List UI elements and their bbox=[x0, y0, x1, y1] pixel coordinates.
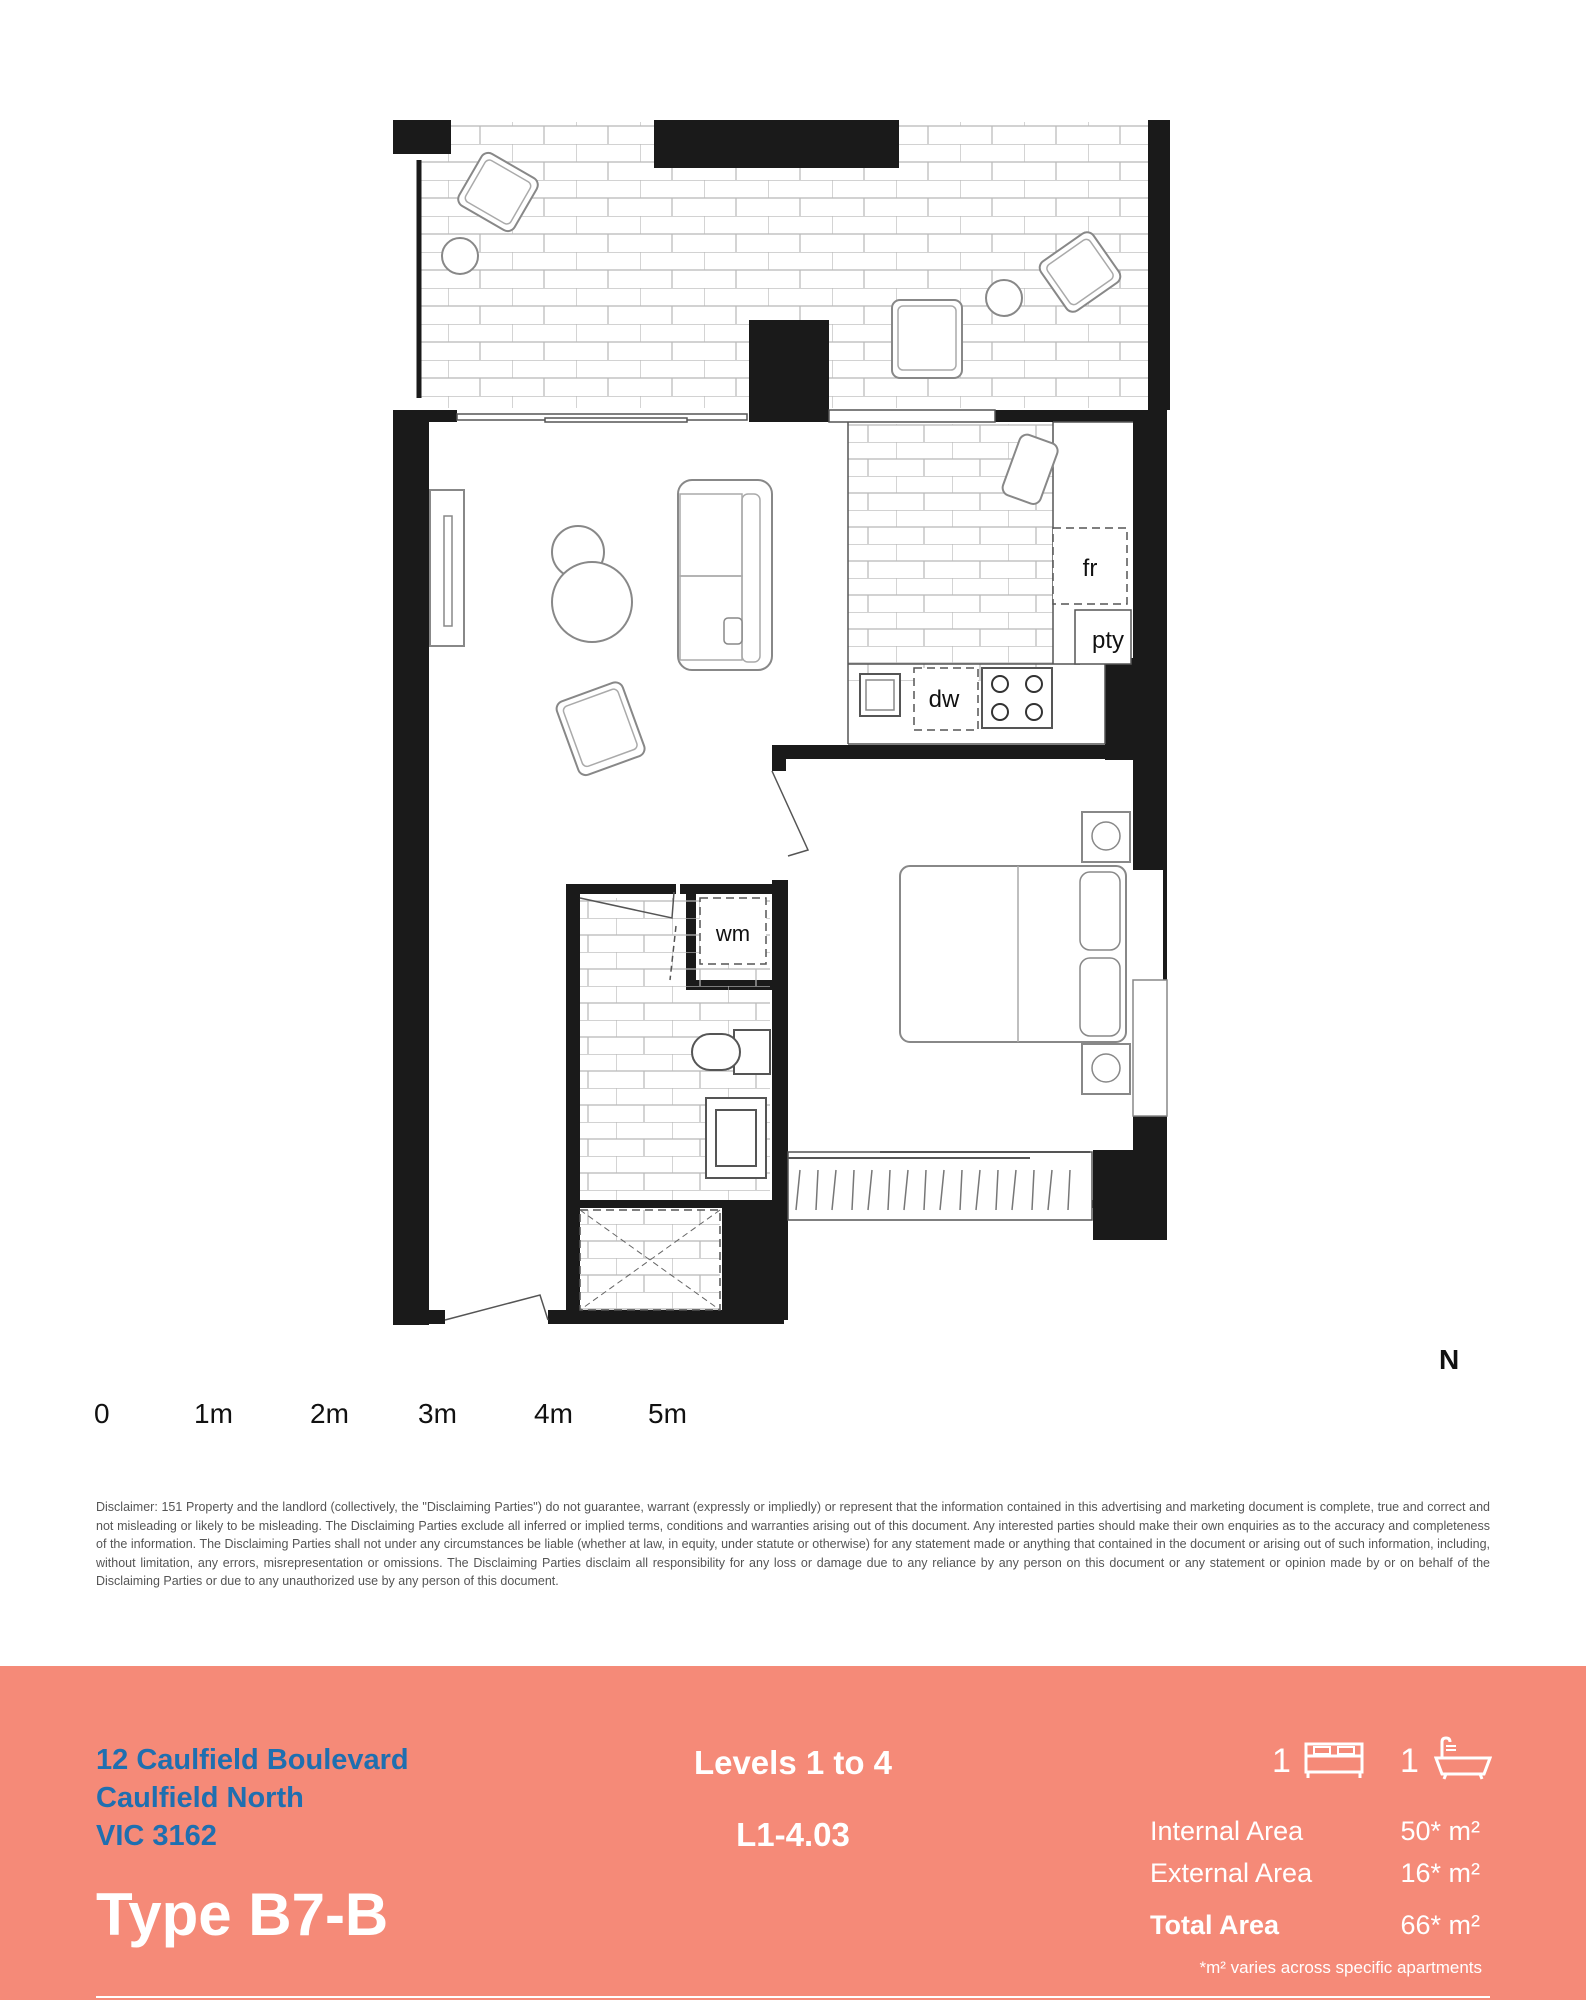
balcony-sliding-door bbox=[457, 410, 995, 422]
unit-label: L1-4.03 bbox=[736, 1816, 850, 1853]
address-line-1: 12 Caulfield Boulevard bbox=[96, 1744, 409, 1776]
total-area-label: Total Area bbox=[1150, 1910, 1280, 1940]
scale-tick-1m: 1m bbox=[194, 1398, 233, 1429]
side-table-icon bbox=[986, 280, 1022, 316]
bed-icon bbox=[1304, 1740, 1364, 1780]
north-label: N bbox=[1439, 1344, 1460, 1375]
disclaimer-text: Disclaimer: 151 Property and the landlord (collectively, the "Disclaiming Parties") do not guarantee, warrant (expressly or impliedly) or represent that the information contained in this advertising and marketing document is complete, true and correct and not misleading or likely to be misleading. The Disclaiming Parties exclude all inferred or implied terms, conditions and warranties arising out of this document. Any interested parties should make their own enquiries as to the accuracy and completeness of the information. The Disclaiming Parties shall not under any circumstances be liable (whether at law, in equity, under statute or otherwise) for any statement made or anything that contained in the document or arising out of such information, including, without limitation, any errors, misrepresentation or omissions. The Disclaiming Parties disclaim all responsibility for any loss or damage due to any reliance by any person on this document or any statement or opinion made by or on behalf of the Disclaiming Parties or due to any unauthorized use by any person of this document. bbox=[96, 1500, 1490, 1589]
sofa-icon bbox=[678, 480, 772, 670]
kitchen bbox=[848, 422, 1133, 744]
dishwasher-label: dw bbox=[928, 686, 960, 713]
pantry-label: pty bbox=[1091, 627, 1125, 654]
internal-area-label: Internal Area bbox=[1150, 1816, 1304, 1846]
scale-tick-2m: 2m bbox=[310, 1398, 349, 1429]
wardrobe bbox=[788, 1152, 1092, 1220]
scale-tick-0: 0 bbox=[94, 1398, 110, 1429]
bathroom-count: 1 bbox=[1400, 1742, 1419, 1780]
basin-icon bbox=[706, 1098, 766, 1178]
bed-icon bbox=[900, 866, 1126, 1042]
toilet-icon bbox=[692, 1030, 770, 1074]
footer-divider bbox=[96, 1996, 1490, 1998]
bedside-table-icon bbox=[1082, 812, 1130, 862]
coffee-table-icon bbox=[552, 562, 632, 642]
balcony bbox=[393, 120, 1170, 422]
area-note: *m² varies across specific apartments bbox=[1199, 1958, 1482, 1977]
bedroom-count: 1 bbox=[1272, 1742, 1291, 1780]
scale-tick-3m: 3m bbox=[418, 1398, 457, 1429]
scale-tick-5m: 5m bbox=[648, 1398, 687, 1429]
apartment-type-title: Type B7-B bbox=[96, 1881, 389, 1948]
bathtub-icon bbox=[1434, 1736, 1492, 1780]
address-line-2: Caulfield North bbox=[96, 1782, 304, 1814]
external-area-value: 16* m² bbox=[1400, 1858, 1480, 1888]
external-area-label: External Area bbox=[1150, 1858, 1313, 1888]
shower-icon bbox=[580, 1210, 720, 1310]
address-line-3: VIC 3162 bbox=[96, 1820, 217, 1852]
fridge-label: fr bbox=[1082, 555, 1098, 582]
armchair-icon bbox=[554, 680, 646, 777]
internal-area-value: 50* m² bbox=[1400, 1816, 1480, 1846]
total-area-value: 66* m² bbox=[1400, 1910, 1480, 1940]
side-table-icon bbox=[442, 238, 478, 274]
washing-machine-label: wm bbox=[715, 921, 751, 946]
balcony-chair-icon bbox=[892, 300, 962, 378]
bedside-table-icon bbox=[1082, 1044, 1130, 1094]
cooktop-icon bbox=[982, 668, 1052, 728]
scale-tick-4m: 4m bbox=[534, 1398, 573, 1429]
levels-label: Levels 1 to 4 bbox=[693, 1744, 893, 1781]
